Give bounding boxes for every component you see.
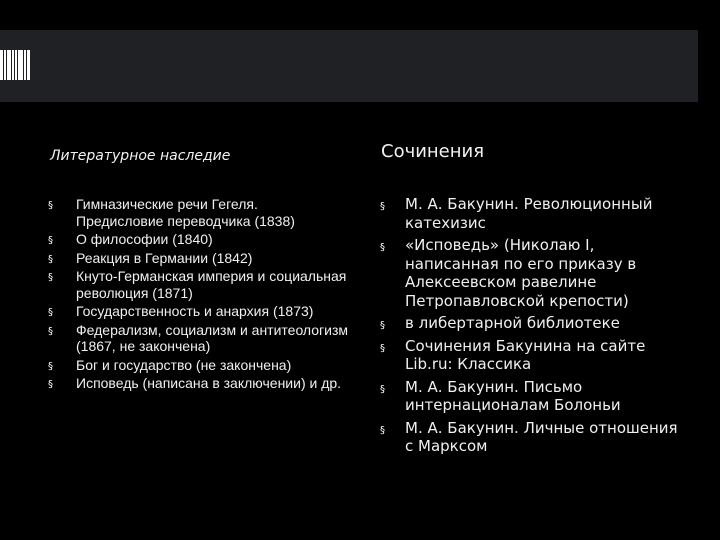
bullet-icon: § xyxy=(380,424,385,436)
list-item xyxy=(379,314,679,333)
left-column-heading: Литературное наследие xyxy=(50,148,231,164)
list-item-text: Федерализм, социализм и антитеологизм (1867, не закончена) xyxy=(76,321,349,354)
list-item xyxy=(48,322,348,355)
list-item xyxy=(379,337,679,374)
list-item-text: Бог и государство (не закончена) xyxy=(76,356,292,373)
list-item xyxy=(48,250,348,267)
list-item-text: Сочинения Бакунина на сайте Lib.ru: Классика xyxy=(405,336,646,373)
list-item-text: М. А. Бакунин. Революционный катехизис xyxy=(405,195,653,232)
list-item xyxy=(379,419,679,456)
bullet-icon: § xyxy=(380,242,385,253)
list-item xyxy=(379,378,679,415)
decorative-stripes xyxy=(0,50,30,80)
list-item-text: Исповедь (написана в заключении) и др. xyxy=(76,375,342,391)
list-item xyxy=(48,375,348,392)
bullet-icon: § xyxy=(48,307,53,318)
list-item-text: Гимназические речи Гегеля. Предисловие переводчика (1838) xyxy=(76,196,295,229)
list-item xyxy=(48,196,348,229)
right-column-heading: Сочинения xyxy=(381,141,485,162)
list-item xyxy=(48,357,348,374)
bullet-icon: § xyxy=(380,383,385,395)
list-item xyxy=(379,236,679,310)
list-item xyxy=(48,268,348,301)
left-bullet-list xyxy=(48,196,348,394)
bullet-icon: § xyxy=(380,342,385,354)
list-item-text: О философии (1840) xyxy=(76,231,213,247)
bullet-icon: § xyxy=(48,253,53,265)
bullet-icon: § xyxy=(48,200,53,211)
list-item-text: М. А. Бакунин. Личные отношения с Марксом xyxy=(405,418,678,455)
bullet-icon: § xyxy=(380,320,385,331)
list-item-text: «Исповедь» (Николаю I, написанная по его приказу в Алексеевском равелине Петропавловской крепости) xyxy=(405,236,637,310)
right-bullet-list xyxy=(379,195,679,460)
list-item xyxy=(379,195,679,232)
list-item-text: Кнуто-Германская империя и социальная революция (1871) xyxy=(76,268,347,301)
list-item-text: Государственность и анархия (1873) xyxy=(76,303,314,319)
list-item-text: М. А. Бакунин. Письмо интернационалам Болоньи xyxy=(405,377,621,414)
bullet-icon: § xyxy=(48,272,53,283)
bullet-icon: § xyxy=(48,325,53,337)
title-band xyxy=(0,30,698,102)
list-item-text: в либертарной библиотеке xyxy=(405,314,620,332)
bullet-icon: § xyxy=(48,360,53,372)
bullet-icon: § xyxy=(48,235,53,246)
list-item-text: Реакция в Германии (1842) xyxy=(76,249,253,266)
bullet-icon: § xyxy=(48,379,53,390)
bullet-icon: § xyxy=(380,201,385,212)
list-item xyxy=(48,231,348,248)
list-item xyxy=(48,303,348,320)
